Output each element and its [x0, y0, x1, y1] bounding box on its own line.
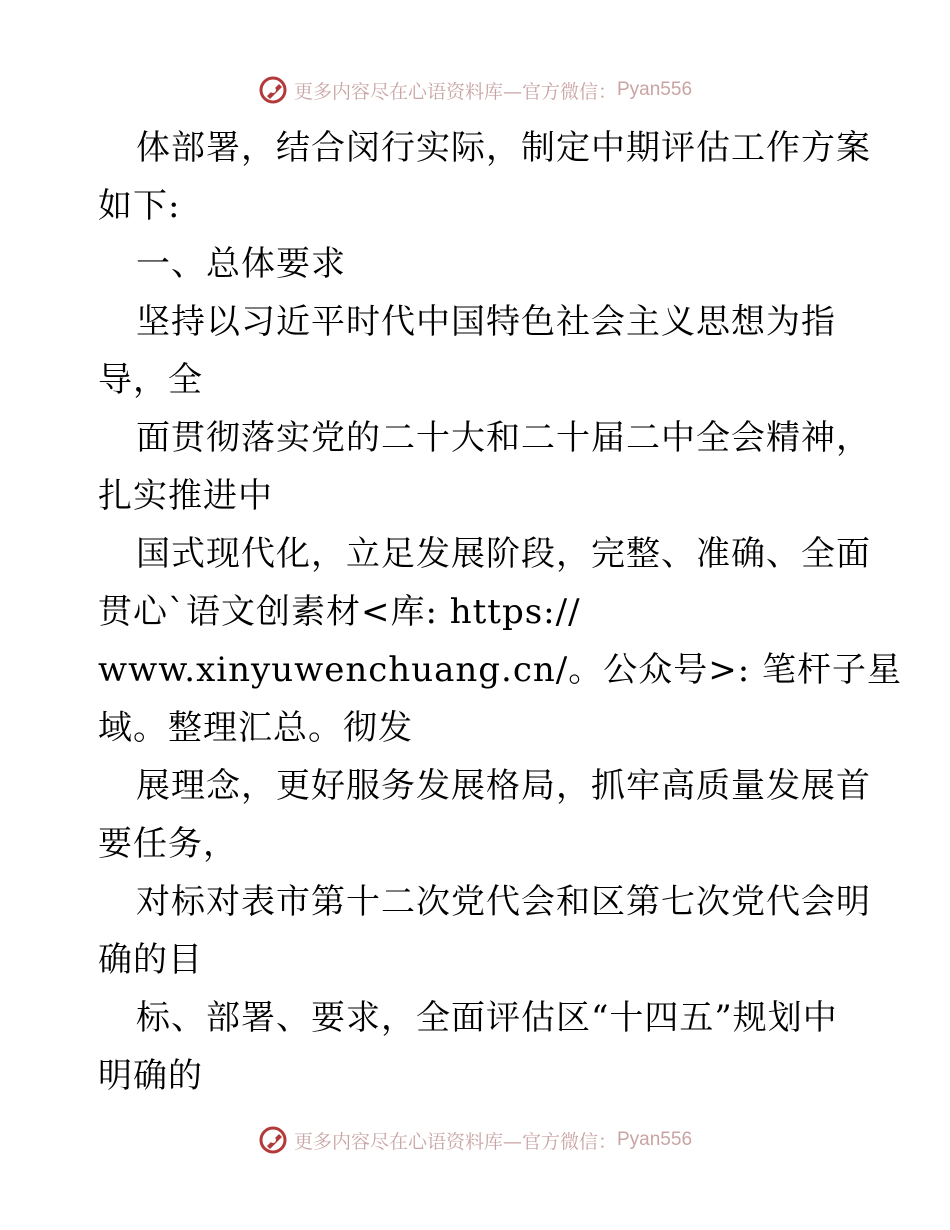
pen-logo-icon	[258, 75, 288, 105]
document-line: 面贯彻落实党的二十大和二十届二中全会精神，	[136, 418, 871, 458]
document-line: 体部署，结合闵行实际，制定中期评估工作方案	[136, 128, 871, 168]
document-line: 展理念，更好服务发展格局，抓牢高质量发展首	[136, 766, 871, 806]
document-line: www.xinyuwenchuang.cn/。公众号>: 笔杆子星	[98, 650, 902, 690]
document-line: 要任务，	[98, 824, 238, 864]
document-line: 如下:	[98, 186, 181, 226]
document-line: 贯心`语文创素材<库: https://	[98, 592, 581, 632]
document-line: 对标对表市第十二次党代会和区第七次党代会明	[136, 882, 871, 922]
document-line: 确的目	[98, 940, 203, 980]
document-line: 坚持以习近平时代中国特色社会主义思想为指	[136, 302, 836, 342]
watermark-wechat-id: Pyan556	[617, 79, 693, 100]
document-line: 明确的	[98, 1056, 203, 1096]
watermark-text: 更多内容尽在心语资料库—官方微信：	[293, 80, 617, 103]
watermark-wechat-id: Pyan556	[617, 1129, 693, 1150]
document-line: 导，全	[98, 360, 203, 400]
document-line: 域。整理汇总。彻发	[98, 708, 413, 748]
watermark-text: 更多内容尽在心语资料库—官方微信：	[293, 1130, 617, 1153]
document-body	[98, 119, 902, 1105]
footer-watermark-banner	[0, 1120, 950, 1160]
pen-logo-icon	[258, 1125, 288, 1155]
document-line: 国式现代化，立足发展阶段，完整、准确、全面	[136, 534, 871, 574]
header-watermark-banner	[0, 70, 950, 110]
document-line: 一、总体要求	[136, 244, 346, 284]
document-line: 扎实推进中	[98, 476, 273, 516]
document-line: 标、部署、要求，全面评估区“十四五”规划中	[136, 998, 838, 1038]
